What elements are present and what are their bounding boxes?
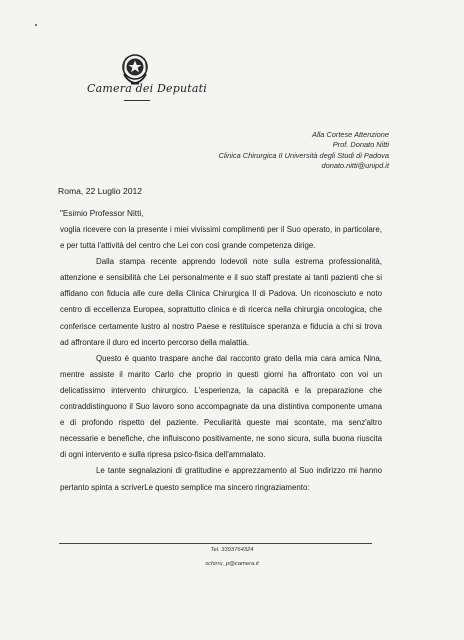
footer-email: schirru_p@camera.it — [205, 561, 259, 567]
paragraph: voglia ricevere con la presente i miei vivissimi complimenti per il Suo operato, in particolare, e per tutta l'attività del centro che Lei con così grande competenza dirige. — [60, 225, 382, 251]
recipient-line-institution: Clinica Chirurgica II Università degli Studi di Padova — [218, 150, 389, 160]
footer-divider — [59, 543, 372, 544]
institution-name: Camera dei Deputati — [87, 82, 207, 95]
recipient-line-attention: Alla Cortese Attenzione — [312, 130, 389, 139]
scan-speck — [35, 24, 37, 26]
recipient-line-name: Prof. Donato Nitti — [332, 140, 389, 150]
paragraph: Questo è quanto traspare anche dal racconto grato della mia cara amica Nina, mentre assiste il marito Carlo che proprio in questi giorni ha affrontato con voi un delicatissimo intervento chirurgico. L'esperienza, la capacità e la preparazione che contraddistinguono il Suo lavoro sono accompagnate da una distintiva componente umana e di profondo rispetto del paziente. Peculiarità queste mai scontate, ma senz'altro necessarie e benefiche, che influiscono positivamente, ne sono sicura, sulla buona riuscita di ogni intervento e sulla ripresa psico-fisica dell'ammalato. — [60, 353, 382, 460]
paragraph: Dalla stampa recente apprendo lodevoli note sulla estrema professionalità, attenzione e sensibilità che Lei personalmente e il suo staff prestate ai tanti pazienti che si affidano con fiducia alle cure della Clinica Chirurgica II di Padova. Un riconosciuto e noto centro di eccellenza Europea, soprattutto clinica e di ricerca nella chirurgia oncologica, che conferisce certamente lustro al nostro Paese e restituisce speranza e fiducia a chi si trova ad affrontare il duro ed incerto percorso della malattia. — [60, 257, 382, 347]
italian-republic-emblem-icon — [120, 52, 150, 86]
salutation: "Esimio Professor Nitti, — [60, 209, 144, 218]
recipient-address — [219, 130, 389, 172]
letter-body — [60, 222, 382, 496]
recipient-line-email: donato.nitti@unipd.it — [321, 161, 389, 171]
letter-date: Roma, 22 Luglio 2012 — [58, 186, 143, 196]
letterhead-divider — [124, 100, 150, 101]
paragraph: Le tante segnalazioni di gratitudine e apprezzamento al Suo indirizzo mi hanno pertanto spinta a scriverLe questo semplice ma sincero ringraziamento: — [60, 466, 382, 492]
footer-phone: Tel. 3393764324 — [210, 547, 254, 553]
